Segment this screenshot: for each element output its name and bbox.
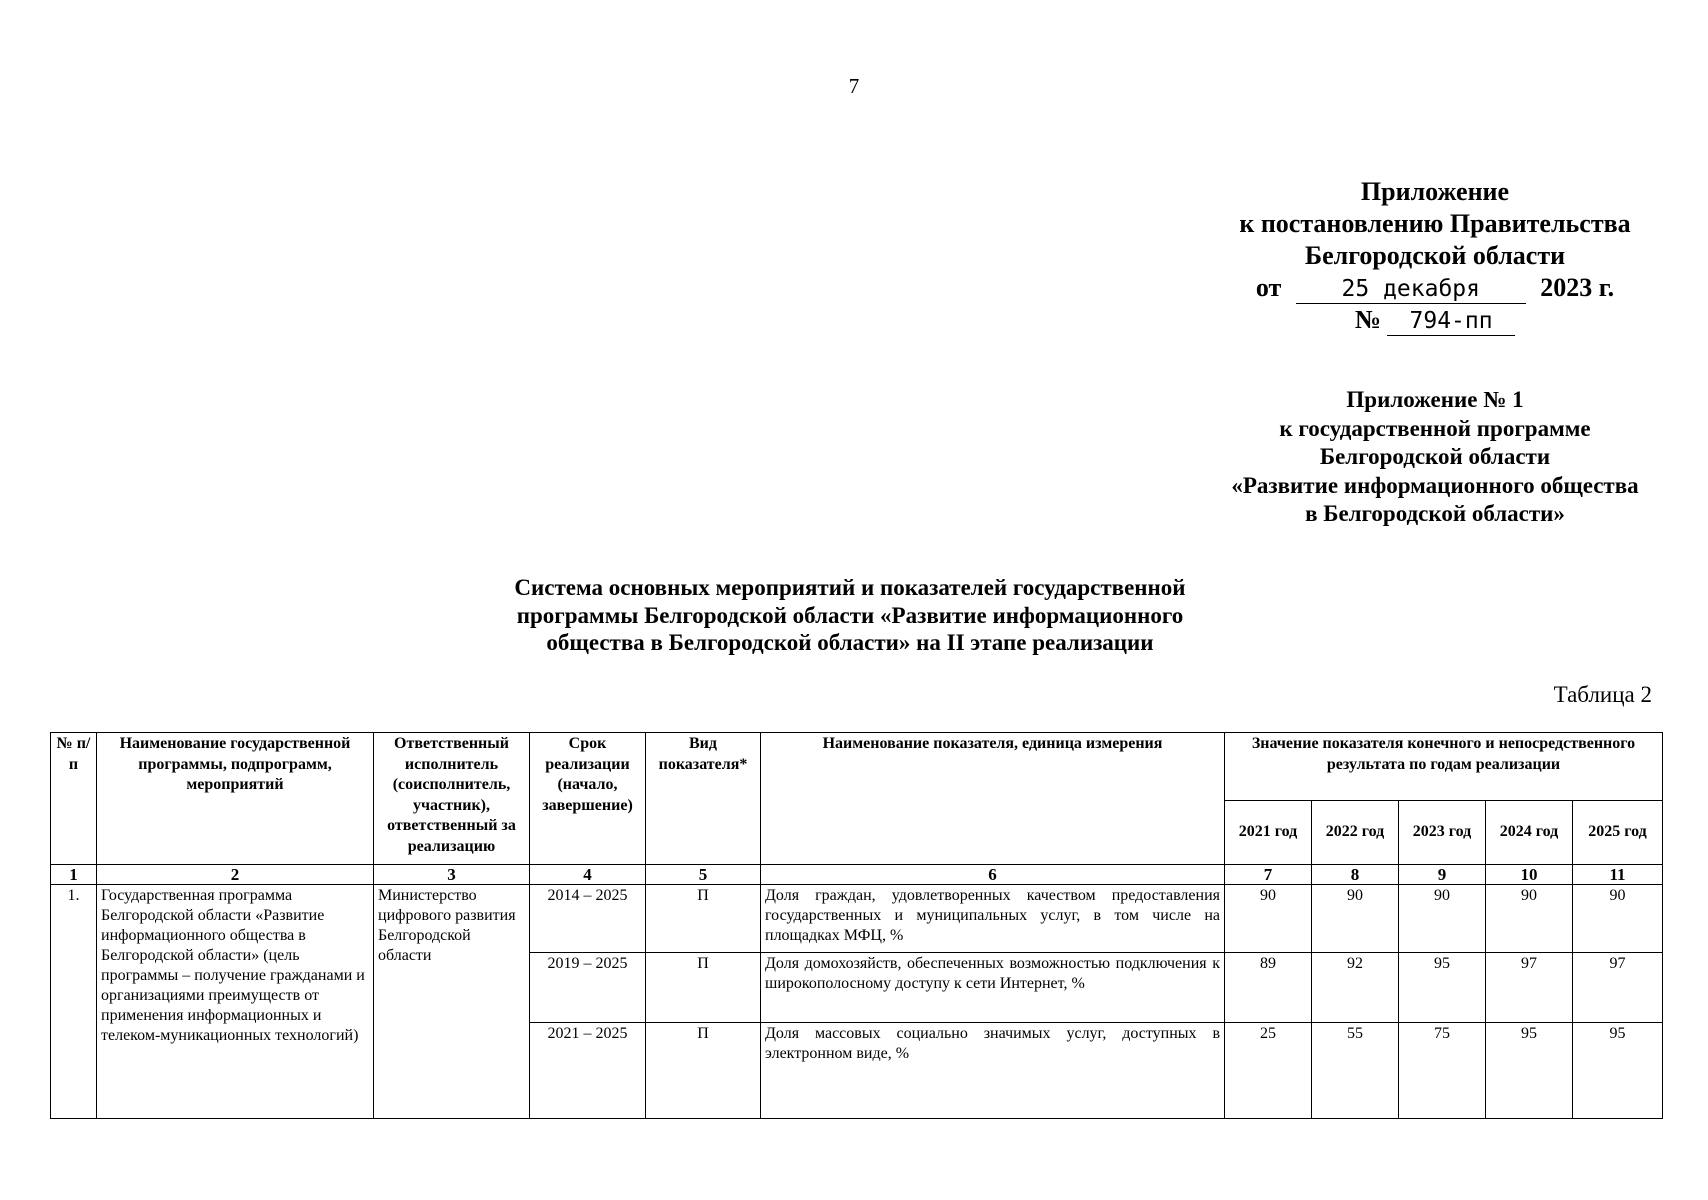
title-line-2: программы Белгородской области «Развитие информационного bbox=[516, 602, 1184, 628]
header-indicator: Наименование показателя, единица измерения bbox=[761, 733, 1225, 865]
appendix-line-1: Приложение № 1 bbox=[1346, 387, 1524, 412]
header-num: № п/п bbox=[51, 733, 97, 865]
value-2022: 55 bbox=[1312, 1023, 1399, 1119]
appendix-block bbox=[1190, 386, 1680, 529]
indicator-name: Доля домохозяйств, обеспеченных возможностью подключения к широкополосному доступу к сети Интернет, % bbox=[761, 953, 1225, 1023]
title-line-3: общества в Белгородской области» на II этапе реализации bbox=[546, 630, 1154, 655]
indicator-name: Доля граждан, удовлетворенных качеством предоставления государственных и муниципальных услуг, в том числе на площадках МФЦ, % bbox=[761, 885, 1225, 953]
column-number: 5 bbox=[646, 865, 761, 885]
value-2024: 95 bbox=[1486, 1023, 1573, 1119]
value-2021: 89 bbox=[1225, 953, 1312, 1023]
header-year-2023: 2023 год bbox=[1399, 801, 1486, 865]
column-number: 1 bbox=[51, 865, 97, 885]
value-2024: 97 bbox=[1486, 953, 1573, 1023]
header-period: Срок реализации (начало, завершение) bbox=[530, 733, 646, 865]
appendix-line-4: «Развитие информационного общества bbox=[1231, 472, 1639, 498]
value-2025: 97 bbox=[1573, 953, 1663, 1023]
approval-line-1: Приложение bbox=[1360, 177, 1510, 206]
document-title bbox=[420, 574, 1280, 657]
date-suffix: 2023 г. bbox=[1540, 273, 1615, 302]
indicator-type: П bbox=[646, 885, 761, 953]
indicator-type: П bbox=[646, 953, 761, 1023]
indicator-period: 2019 – 2025 bbox=[530, 953, 646, 1023]
header-name: Наименование государственной программы, подпрограмм, мероприятий bbox=[97, 733, 374, 865]
header-executor: Ответственный исполнитель (соисполнитель, участник), ответственный за реализацию bbox=[374, 733, 530, 865]
column-number: 3 bbox=[374, 865, 530, 885]
number-value: 794-пп bbox=[1387, 308, 1515, 336]
date-value: 25 декабря bbox=[1296, 276, 1526, 304]
title-line-1: Система основных мероприятий и показателей государственной bbox=[514, 575, 1186, 600]
value-2023: 90 bbox=[1399, 885, 1486, 953]
header-year-2024: 2024 год bbox=[1486, 801, 1573, 865]
column-number: 9 bbox=[1399, 865, 1486, 885]
value-2024: 90 bbox=[1486, 885, 1573, 953]
approval-number-line bbox=[1210, 304, 1660, 336]
indicator-period: 2014 – 2025 bbox=[530, 885, 646, 953]
value-2021: 90 bbox=[1225, 885, 1312, 953]
value-2022: 92 bbox=[1312, 953, 1399, 1023]
table-label: Таблица 2 bbox=[1553, 682, 1652, 707]
appendix-line-2: к государственной программе bbox=[1279, 415, 1591, 441]
indicator-type: П bbox=[646, 1023, 761, 1119]
header-values-group: Значение показателя конечного и непосредственного результата по годам реализации bbox=[1225, 733, 1663, 801]
column-number: 8 bbox=[1312, 865, 1399, 885]
value-2023: 75 bbox=[1399, 1023, 1486, 1119]
number-prefix: № bbox=[1354, 305, 1382, 334]
value-2022: 90 bbox=[1312, 885, 1399, 953]
appendix-line-3: Белгородской области bbox=[1319, 444, 1551, 469]
approval-block bbox=[1210, 176, 1660, 336]
approval-date-line bbox=[1210, 272, 1660, 304]
approval-line-3: Белгородской области bbox=[1304, 241, 1566, 270]
header-year-2021: 2021 год bbox=[1225, 801, 1312, 865]
value-2025: 90 bbox=[1573, 885, 1663, 953]
table-row bbox=[51, 885, 1663, 953]
indicators-table bbox=[50, 732, 1663, 1119]
value-2021: 25 bbox=[1225, 1023, 1312, 1119]
column-number: 11 bbox=[1573, 865, 1663, 885]
indicator-name: Доля массовых социально значимых услуг, доступных в электронном виде, % bbox=[761, 1023, 1225, 1119]
page-number: 7 bbox=[848, 74, 860, 98]
approval-line-2: к постановлению Правительства bbox=[1239, 209, 1631, 238]
program-executor: Министерство цифрового развития Белгородской области bbox=[374, 885, 530, 1119]
header-year-2025: 2025 год bbox=[1573, 801, 1663, 865]
header-type: Вид показателя* bbox=[646, 733, 761, 865]
indicator-period: 2021 – 2025 bbox=[530, 1023, 646, 1119]
column-number: 4 bbox=[530, 865, 646, 885]
row-num: 1. bbox=[51, 885, 97, 1119]
column-number: 7 bbox=[1225, 865, 1312, 885]
program-name: Государственная программа Белгородской области «Развитие информационного общества в Белгородской области» (цель программы – получение гражданами и организациями преимуществ от применения информационных и телеком-муникационных технологий) bbox=[97, 885, 374, 1119]
appendix-line-5: в Белгородской области» bbox=[1305, 501, 1565, 526]
header-year-2022: 2022 год bbox=[1312, 801, 1399, 865]
column-number: 10 bbox=[1486, 865, 1573, 885]
value-2023: 95 bbox=[1399, 953, 1486, 1023]
column-number: 6 bbox=[761, 865, 1225, 885]
value-2025: 95 bbox=[1573, 1023, 1663, 1119]
column-number: 2 bbox=[97, 865, 374, 885]
date-prefix: от bbox=[1255, 273, 1282, 302]
